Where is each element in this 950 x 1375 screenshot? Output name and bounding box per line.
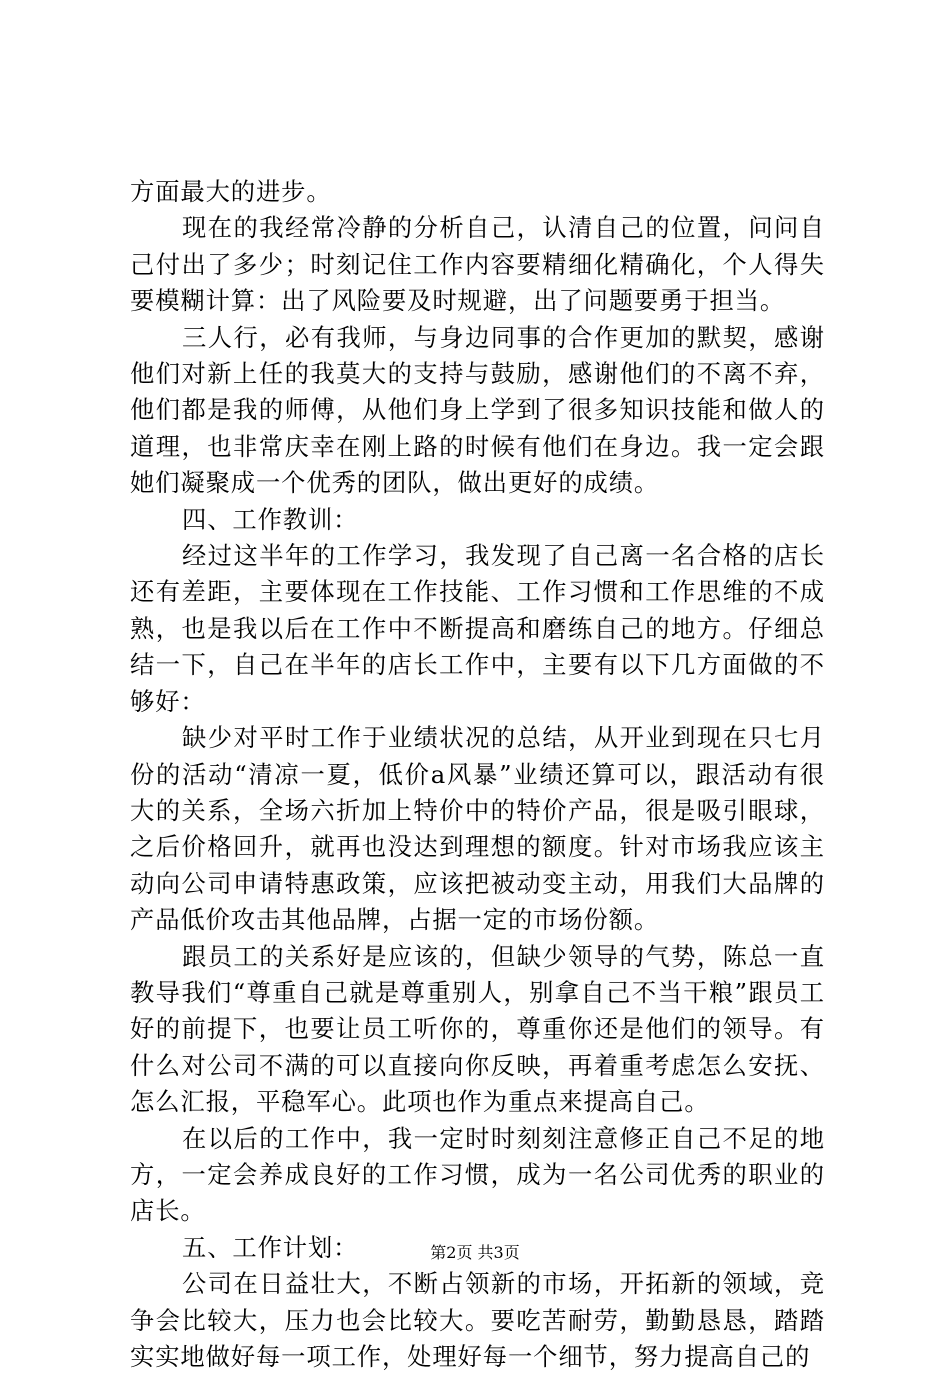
section-heading-plan: 五、工作计划： [182,1232,359,1262]
paragraph-2: 现在的我经常冷静的分析自己，认清自己的位置，问问自己付出了多少；时刻记住工作内容要精细化精确化，个人得失要模糊计算：出了风险要及时规避，出了问题要勇于担当。 [130,213,825,316]
paragraph-1: 方面最大的进步。 [130,177,332,206]
paragraph-3: 三人行，必有我师，与身边同事的合作更加的默契，感谢他们对新上任的我莫大的支持与鼓励，感谢他们的不离不弃，他们都是我的师傅，从他们身上学到了很多知识技能和做人的道理，也非常庆幸在刚上路的时候有他们在身边。我一定会跟她们凝聚成一个优秀的团队，做出更好的成绩。 [130,322,825,498]
paragraph-6: 跟员工的关系好是应该的，但缺少领导的气势，陈总一直教导我们“尊重自己就是尊重别人，别拿自己不当干粮”跟员工好的前提下，也要让员工听你的，尊重你还是他们的领导。有什么对公司不满的可以直接向你反映，再着重考虑怎么安抚、怎么汇报，平稳军心。此项也作为重点来提高自己。 [130,941,825,1117]
section-heading-lessons: 四、工作教训： [182,504,359,534]
page-footer: 第2页 共3页 [430,1243,520,1262]
paragraph-7: 在以后的工作中，我一定时时刻刻注意修正自己不足的地方，一定会养成良好的工作习惯，成为一名公司优秀的职业的店长。 [130,1123,825,1226]
document-body [130,174,825,1375]
paragraph-5: 缺少对平时工作于业绩状况的总结，从开业到现在只七月份的活动“清凉一夏，低价a风暴”业绩还算可以，跟活动有很大的关系，全场六折加上特价中的特价产品，很是吸引眼球，之后价格回升，就再也没达到理想的额度。针对市场我应该主动向公司申请特惠政策，应该把被动变主动，用我们大品牌的产品低价攻击其他品牌，占据一定的市场份额。 [130,723,825,935]
paragraph-8: 公司在日益壮大，不断占领新的市场，开拓新的领域，竞争会比较大，压力也会比较大。要吃苦耐劳，勤勤恳恳，踏踏实实地做好每一项工作，处理好每一个细节，努力提高自己的 [130,1269,825,1371]
paragraph-4: 经过这半年的工作学习，我发现了自己离一名合格的店长还有差距，主要体现在工作技能、工作习惯和工作思维的不成熟，也是我以后在工作中不断提高和磨练自己的地方。仔细总结一下，自己在半年的店长工作中，主要有以下几方面做的不够好： [130,541,825,716]
